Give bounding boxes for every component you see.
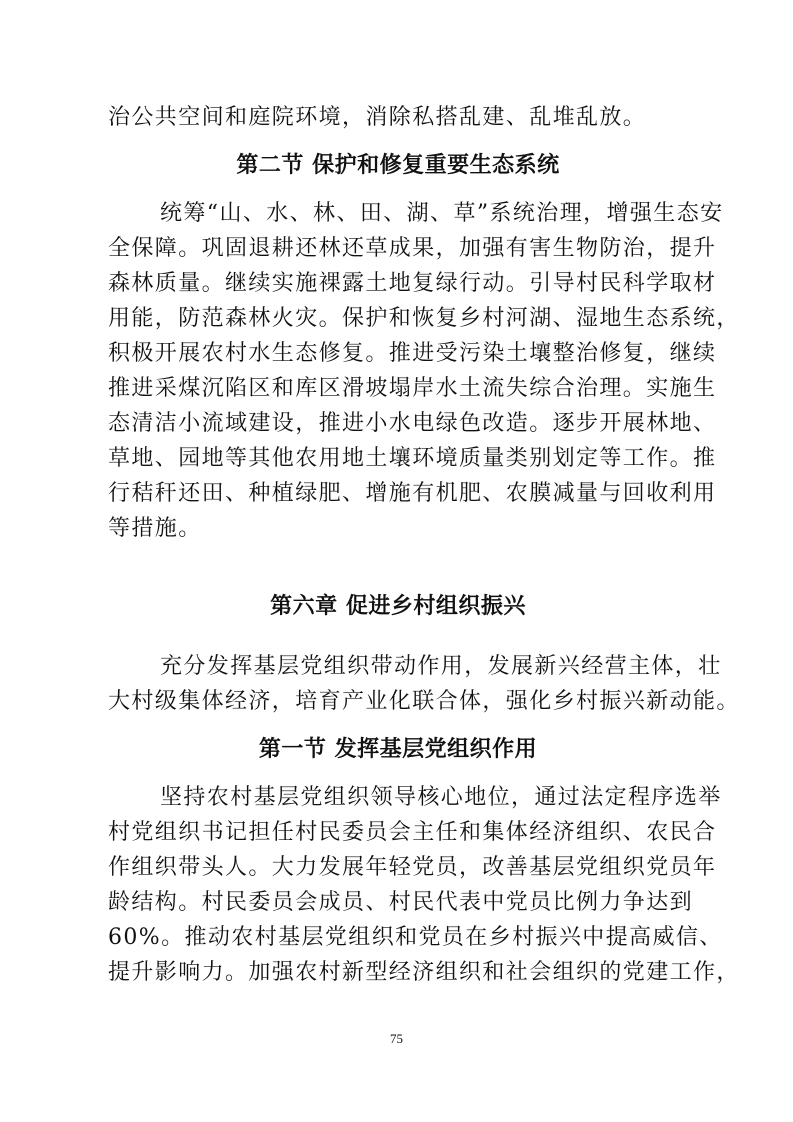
section-heading: 第二节 保护和修复重要生态系统 — [236, 153, 560, 178]
chapter-heading: 第六章 促进乡村组织振兴 — [270, 594, 526, 619]
paragraph-line: 龄结构。村民委员会成员、村民代表中党员比例力争达到 — [108, 890, 694, 915]
paragraph-line: 态清洁小流域建设，推进小水电绿色改造。逐步开展林地、 — [108, 411, 717, 436]
section-heading: 第一节 发挥基层党组织作用 — [258, 737, 538, 762]
paragraph-line: 大村级集体经济，培育产业化联合体，强化乡村振兴新动能。 — [108, 689, 740, 714]
paragraph-line: 全保障。巩固退耕还林还草成果，加强有害生物防治，提升 — [108, 236, 717, 261]
paragraph-line: 治公共空间和庭院环境，消除私搭乱建、乱堆乱放。 — [108, 105, 647, 130]
paragraph-line: 提升影响力。加强农村新型经济组织和社会组织的党建工作， — [108, 960, 740, 985]
paragraph-line: 积极开展农村水生态修复。推进受污染土壤整治修复，继续 — [108, 341, 717, 366]
paragraph-line: 森林质量。继续实施裸露土地复绿行动。引导村民科学取材 — [108, 271, 717, 296]
paragraph-line: 草地、园地等其他农用地土壤环境质量类别划定等工作。推 — [108, 446, 717, 471]
paragraph-line: 充分发挥基层党组织带动作用，发展新兴经营主体，壮 — [160, 654, 722, 679]
paragraph-line: 用能，防范森林火灾。保护和恢复乡村河湖、湿地生态系统， — [108, 306, 740, 331]
page-number: 75 — [390, 1031, 403, 1046]
paragraph-line: 60%。推动农村基层党组织和党员在乡村振兴中提高威信、 — [108, 925, 723, 950]
paragraph-line: 作组织带头人。大力发展年轻党员，改善基层党组织党员年 — [108, 855, 717, 880]
paragraph-line: 坚持农村基层党组织领导核心地位，通过法定程序选举 — [160, 785, 722, 810]
paragraph-line: 等措施。 — [108, 516, 202, 541]
paragraph-line: 村党组织书记担任村民委员会主任和集体经济组织、农民合 — [108, 820, 717, 845]
paragraph-line: 行秸秆还田、种植绿肥、增施有机肥、农膜减量与回收利用 — [108, 481, 717, 506]
paragraph-line: 统筹“山、水、林、田、湖、草”系统治理，增强生态安 — [160, 201, 724, 226]
paragraph-line: 推进采煤沉陷区和库区滑坡塌岸水土流失综合治理。实施生 — [108, 376, 717, 401]
